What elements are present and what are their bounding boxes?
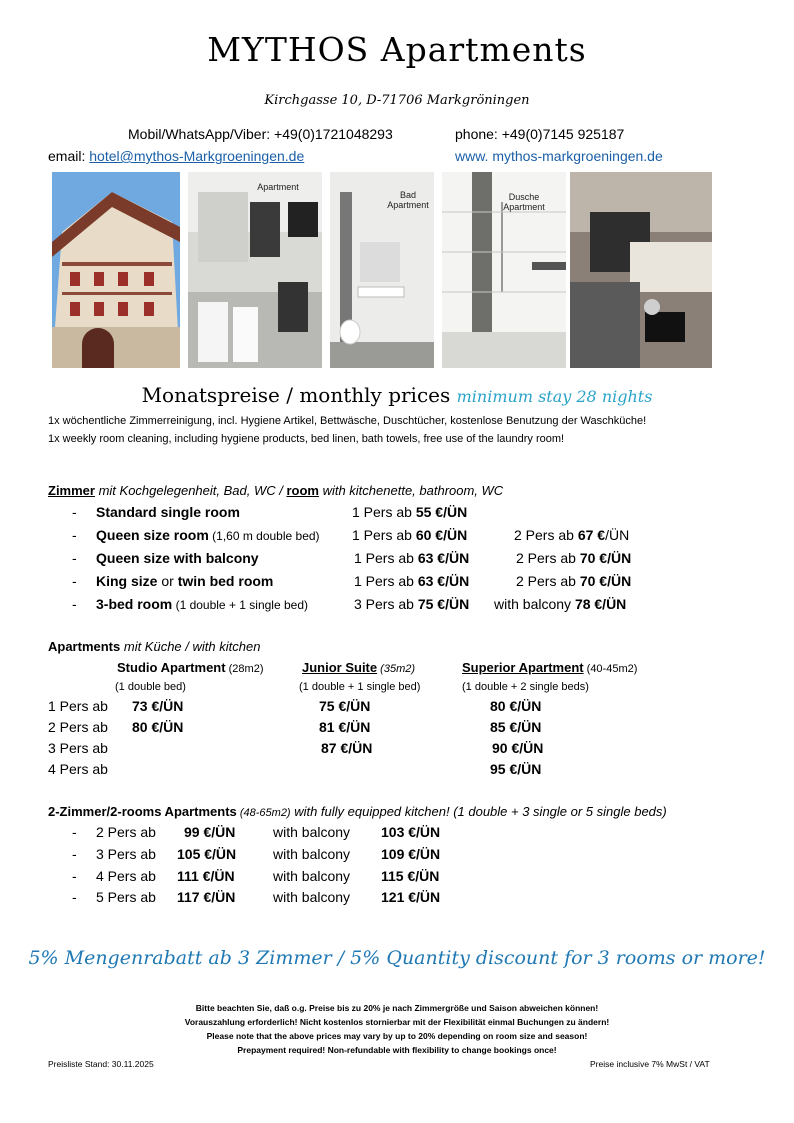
rooms-heading-de-desc: mit Kochgelegenheit, Bad, WC /	[94, 483, 287, 498]
price-label: 1 Pers ab	[352, 527, 412, 543]
email-line	[48, 148, 304, 164]
two-room-label: 5 Pers ab	[96, 889, 156, 905]
two-rooms-heading	[48, 804, 667, 819]
two-room-balcony-price: 109 €/ÜN	[381, 846, 441, 862]
prices-heading	[0, 383, 794, 407]
price-label: 2 Pers ab	[516, 550, 576, 566]
price-value: 67 €	[577, 527, 606, 543]
room-title: King size	[96, 573, 158, 589]
price-value: 70 €/ÜN	[579, 573, 632, 589]
price-label: 1 Pers ab	[352, 504, 412, 520]
apt-col-size: (40-45m2)	[583, 663, 638, 675]
two-room-label: 3 Pers ab	[96, 846, 156, 862]
address: Kirchgasse 10, D-71706 Markgröningen	[264, 93, 530, 108]
apt-row-label: 1 Pers ab	[48, 698, 108, 714]
room-name	[96, 527, 320, 543]
room-price-1	[354, 573, 469, 589]
two-room-row: -	[72, 824, 77, 840]
rooms-heading-en-desc: with kitchenette, bathroom, WC	[318, 483, 504, 498]
apartments-heading-title: Apartments	[48, 639, 121, 654]
room-note: (1 double + 1 single bed)	[172, 598, 308, 612]
price-value: 55 €/ÜN	[415, 504, 468, 520]
apt-price: 95 €/ÜN	[490, 761, 542, 777]
fine-print-line: Prepayment required! Non-refundable with flexibility to change bookings once!	[237, 1045, 557, 1055]
room-title: Queen size room	[96, 527, 209, 543]
minimum-stay: minimum stay 28 nights	[456, 387, 653, 406]
apt-row-label: 2 Pers ab	[48, 719, 108, 735]
mobile-number: Mobil/WhatsApp/Viber: +49(0)1721048293	[128, 126, 393, 142]
apt-beds: (1 double + 1 single bed)	[299, 681, 421, 693]
apt-price: 85 €/ÜN	[490, 719, 542, 735]
two-room-price: 117 €/ÜN	[177, 889, 236, 905]
price-value: 70 €/ÜN	[579, 550, 632, 566]
price-value: 63 €/ÜN	[417, 573, 470, 589]
room-row: -	[72, 527, 77, 543]
price-label: 1 Pers ab	[354, 573, 414, 589]
cleaning-de: 1x wöchentliche Zimmerreinigung, incl. Hygiene Artikel, Bettwäsche, Duschtücher, kostenlose Benutzung der Waschküche!	[48, 415, 647, 427]
price-label: 2 Pers ab	[514, 527, 574, 543]
apartments-heading	[48, 639, 260, 654]
prices-heading-main: Monatspreise / monthly prices	[141, 383, 451, 407]
two-room-balcony-price: 121 €/ÜN	[381, 889, 441, 905]
photo-shower	[442, 172, 566, 368]
photo-building	[52, 172, 180, 368]
two-rooms-size: (48-65m2)	[236, 807, 291, 819]
apt-price: 90 €/ÜN	[492, 740, 544, 756]
quantity-discount: 5% Mengenrabatt ab 3 Zimmer / 5% Quantity discount for 3 rooms or more!	[28, 947, 766, 969]
photo-apartment-kitchen	[188, 172, 322, 368]
page-title: MYTHOS Apartments	[207, 30, 587, 69]
rooms-heading	[48, 483, 503, 498]
room-note: (1,60 m double bed)	[208, 529, 320, 543]
price-label: 1 Pers ab	[354, 550, 414, 566]
apt-col-superior	[462, 660, 637, 675]
two-rooms-desc: with fully equipped kitchen! (1 double + 3 single or 5 single beds)	[290, 804, 667, 819]
website-link[interactable]: www. mythos-markgroeningen.de	[455, 148, 663, 164]
apt-price: 87 €/ÜN	[321, 740, 373, 756]
photo-bathroom	[330, 172, 434, 368]
photo-label: Bad Apartment	[387, 190, 429, 210]
apt-col-junior	[302, 660, 415, 675]
photo-bedroom	[570, 172, 712, 368]
apt-price: 80 €/ÜN	[490, 698, 542, 714]
apt-col-name: Superior Apartment	[462, 660, 584, 675]
room-name: Queen size with balcony	[96, 550, 259, 566]
apt-beds: (1 double + 2 single beds)	[462, 681, 589, 693]
room-row: -	[72, 550, 77, 566]
room-row: -	[72, 573, 77, 589]
apt-price: 75 €/ÜN	[319, 698, 371, 714]
two-room-balcony-label: with balcony	[273, 846, 351, 862]
apt-col-size: (35m2)	[377, 663, 416, 675]
price-list-date: Preisliste Stand: 30.11.2025	[48, 1059, 154, 1069]
apt-row-label: 3 Pers ab	[48, 740, 108, 756]
price-value: 78 €/ÜN	[574, 596, 627, 612]
price-label: 3 Pers ab	[354, 596, 414, 612]
email-label: email:	[48, 148, 86, 164]
price-value: 63 €/ÜN	[417, 550, 470, 566]
two-room-row: -	[72, 846, 77, 862]
price-value: 60 €/ÜN	[415, 527, 468, 543]
photo-label: Dusche Apartment	[503, 192, 545, 212]
room-price-1	[352, 504, 467, 520]
two-rooms-title: 2-Zimmer/2-rooms Apartments	[48, 804, 237, 819]
two-room-row: -	[72, 889, 77, 905]
room-price-1	[354, 596, 469, 612]
cleaning-en: 1x weekly room cleaning, including hygiene products, bed linen, bath towels, free use of the laundry room!	[48, 433, 565, 445]
room-price-1	[354, 550, 469, 566]
apt-col-name: Studio Apartment	[117, 660, 226, 675]
room-price-2	[516, 550, 631, 566]
apt-col-studio	[117, 660, 263, 675]
two-room-price: 105 €/ÜN	[177, 846, 237, 862]
room-title: 3-bed room	[96, 596, 173, 612]
apt-price: 81 €/ÜN	[319, 719, 371, 735]
email-link[interactable]: hotel@mythos-Markgroeningen.de	[89, 148, 305, 164]
two-room-balcony-label: with balcony	[273, 868, 351, 884]
apartments-heading-desc: mit Küche / with kitchen	[120, 639, 261, 654]
price-value: 75 €/ÜN	[417, 596, 470, 612]
room-price-1	[352, 527, 467, 543]
two-room-row: -	[72, 868, 77, 884]
apt-col-size: (28m2)	[225, 663, 264, 675]
two-room-balcony-price: 103 €/ÜN	[381, 824, 441, 840]
apt-row-label: 4 Pers ab	[48, 761, 108, 777]
room-price-2	[514, 527, 629, 543]
room-name	[96, 596, 308, 612]
two-room-label: 2 Pers ab	[96, 824, 156, 840]
vat-note: Preise inclusive 7% MwSt / VAT	[590, 1059, 710, 1069]
photo-label: Apartment	[257, 182, 299, 192]
apt-price: 80 €/ÜN	[132, 719, 184, 735]
room-title-2: twin bed room	[177, 573, 274, 589]
fine-print-line: Bitte beachten Sie, daß o.g. Preise bis zu 20% je nach Zimmergröße und Saison abweichen können!	[195, 1003, 599, 1013]
room-price-2	[516, 573, 631, 589]
rooms-heading-de: Zimmer	[48, 483, 95, 498]
fine-print-line: Vorauszahlung erforderlich! Nicht kostenlos stornierbar mit der Flexibilität einmal Buchungen zu ändern!	[184, 1017, 610, 1027]
apt-price: 73 €/ÜN	[132, 698, 184, 714]
two-room-balcony-label: with balcony	[273, 889, 351, 905]
two-room-label: 4 Pers ab	[96, 868, 156, 884]
two-room-balcony-price: 115 €/ÜN	[381, 868, 440, 884]
fine-print-line: Please note that the above prices may vary by up to 20% depending on room size and season!	[206, 1031, 588, 1041]
room-or: or	[157, 573, 178, 589]
room-row: -	[72, 596, 77, 612]
price-suffix: /ÜN	[605, 527, 630, 543]
price-label: 2 Pers ab	[516, 573, 576, 589]
phone-number: phone: +49(0)7145 925187	[455, 126, 625, 142]
price-label: with balcony	[494, 596, 572, 612]
room-name: Standard single room	[96, 504, 240, 520]
room-price-2	[494, 596, 626, 612]
room-row: -	[72, 504, 77, 520]
two-room-price: 99 €/ÜN	[184, 824, 236, 840]
apt-beds: (1 double bed)	[115, 681, 186, 693]
apt-col-name: Junior Suite	[302, 660, 378, 675]
two-room-balcony-label: with balcony	[273, 824, 351, 840]
two-room-price: 111 €/ÜN	[177, 868, 235, 884]
room-name	[96, 573, 273, 589]
rooms-heading-en: room	[286, 483, 319, 498]
